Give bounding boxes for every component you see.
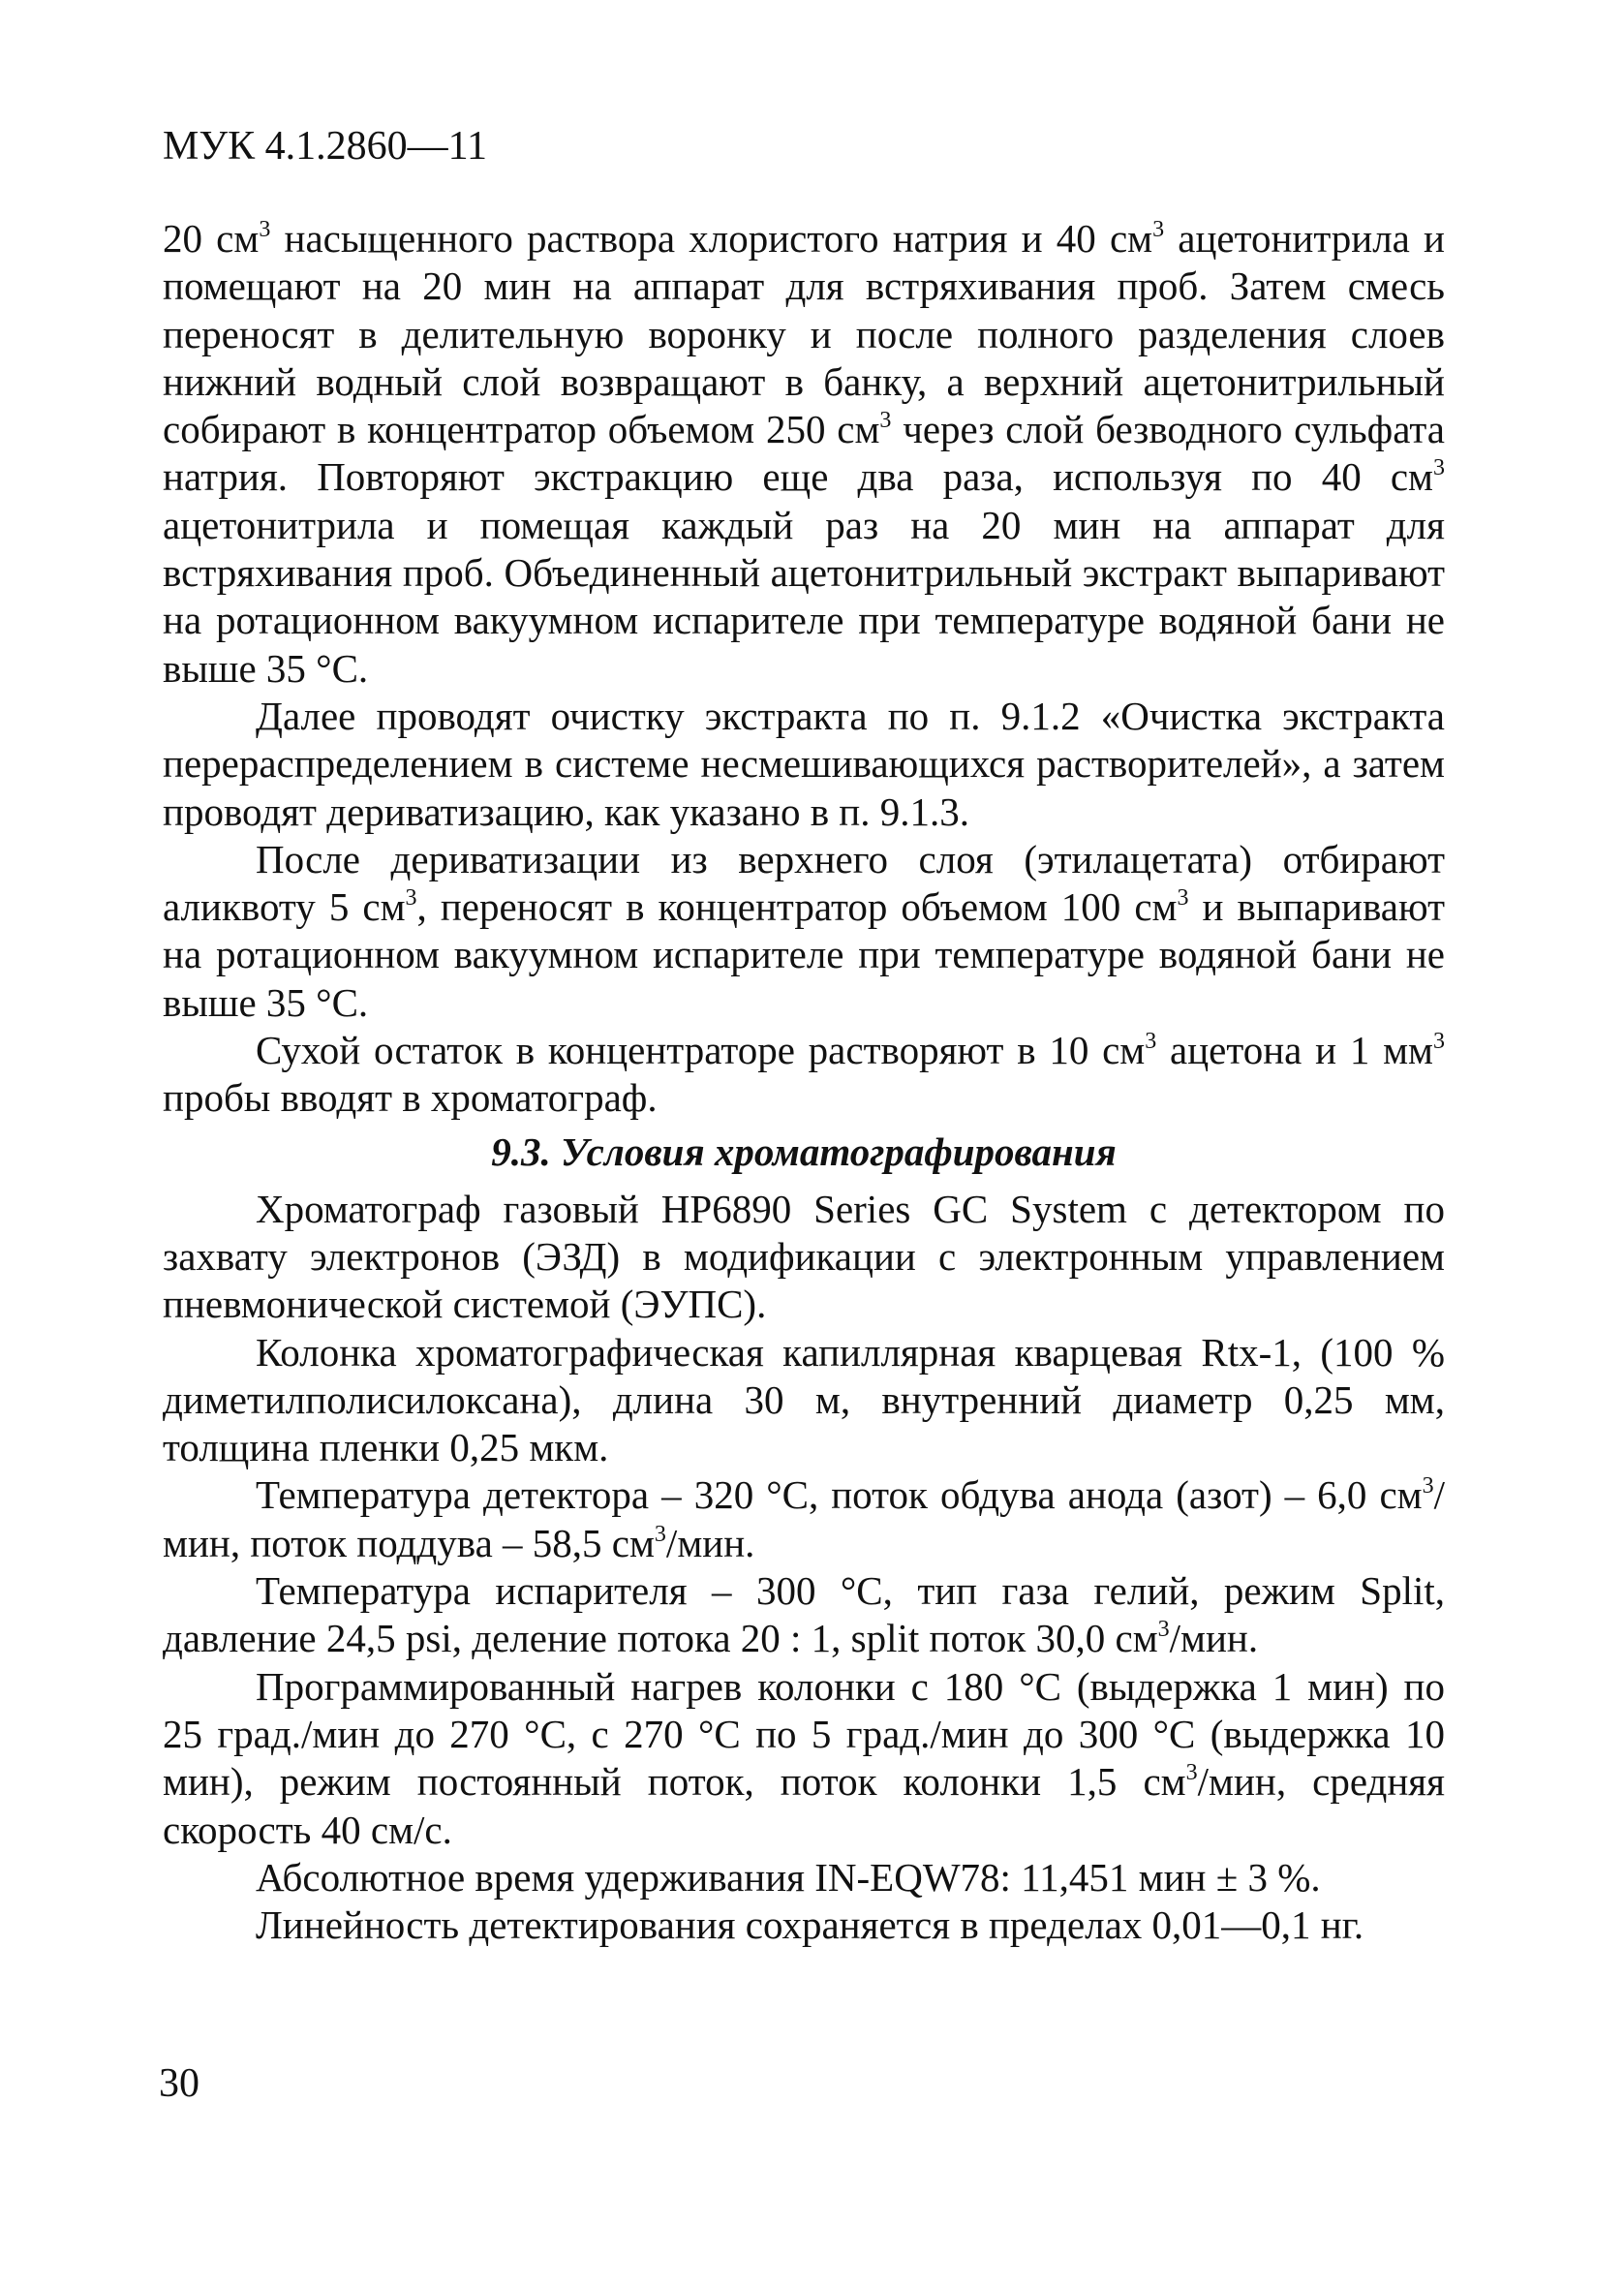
- paragraph: 20 $см^3$ насыщенного раствора хлористого натрия и 40 $см^3$ ацетонитрила и помещают на 20 мин на аппарат для встряхивания проб. Затем смесь переносят в делительную воронку и после полного разделения слоев нижний водный слой возвращают в банку, а верхний ацетонитрильный собирают в концентратор объемом 250 $см^3$ через слой безводного сульфата натрия. Повторяют экстракцию еще два раза, используя по 40 $см^3$ ацетонитрила и помещая каждый раз на 20 мин на аппарат для встряхивания проб. Объединенный ацетонитрильный экстракт выпаривают на ротационном вакуумном испарителе при температуре водяной бани не выше 35 °С.: [163, 216, 1445, 691]
- superscript: 3: [1157, 1617, 1170, 1643]
- document-code-header: МУК 4.1.2860—11: [163, 124, 488, 169]
- body-text: [163, 215, 1445, 1949]
- section-title: 9.3. Условия хроматографирования: [491, 1129, 1117, 1174]
- paragraph: Линейность детектирования сохраняется в пределах 0,01—0,1 нг.: [256, 1902, 1364, 1948]
- paragraph: Колонка хроматографическая капиллярная кварцевая Rtx-1, (100 % диметилполисилоксана), длина 30 м, внутренний диаметр 0,25 мм, толщина пленки 0,25 мкм.: [163, 1329, 1445, 1470]
- superscript: 3: [1433, 455, 1445, 481]
- superscript: 3: [1152, 217, 1165, 242]
- superscript: 3: [1433, 1029, 1445, 1055]
- paragraph: Температура детектора – 320 °С, поток обдува анода (азот) – 6,0 $см^3$/мин, поток поддува – 58,5 $см^3$/мин.: [163, 1472, 1445, 1565]
- paragraph: Температура испарителя – 300 °С, тип газа гелий, режим Split, давление 24,5 psi, деление потока 20 : 1, split поток 30,0 $см^3$/мин.: [163, 1568, 1445, 1661]
- page-number: 30: [159, 2061, 199, 2106]
- superscript: 3: [1185, 1760, 1198, 1786]
- superscript: 3: [1177, 885, 1189, 912]
- paragraph: Программированный нагрев колонки с 180 °С (выдержка 1 мин) по 25 град./мин до 270 °С, с 270 °С по 5 град./мин до 300 °С (выдержка 10 мин), режим постоянный поток, поток колонки 1,5 $см^3$/мин, средняя скорость 40 см/с.: [163, 1663, 1446, 1852]
- paragraph: Абсолютное время удерживания IN-EQW78: 11,451 мин ± 3 %.: [256, 1854, 1321, 1900]
- superscript: 3: [1422, 1473, 1434, 1500]
- superscript: 3: [405, 885, 417, 912]
- superscript: 3: [1145, 1029, 1157, 1055]
- paragraph: Сухой остаток в концентраторе растворяют в 10 $см^3$ ацетона и 1 $мм^3$ пробы вводят в хроматограф.: [163, 1028, 1445, 1121]
- superscript: 3: [259, 217, 271, 242]
- paragraph: После дериватизации из верхнего слоя (этилацетата) отбирают аликвоту 5 $см^3$, переносят в концентратор объемом 100 $см^3$ и выпаривают на ротационном вакуумном испарителе при температуре водяной бани не выше 35 °С.: [163, 836, 1446, 1025]
- superscript: 3: [879, 408, 892, 434]
- paragraph: Далее проводят очистку экстракта по п. 9.1.2 «Очистка экстракта перераспределением в системе несмешивающихся растворителей», а затем проводят дериватизацию, как указано в п. 9.1.3.: [163, 693, 1445, 834]
- superscript: 3: [654, 1521, 666, 1547]
- paragraph: Хроматограф газовый HP6890 Series GC System с детектором по захвату электронов (ЭЗД) в модификации с электронным управлением пневмонической системой (ЭУПС).: [163, 1186, 1445, 1327]
